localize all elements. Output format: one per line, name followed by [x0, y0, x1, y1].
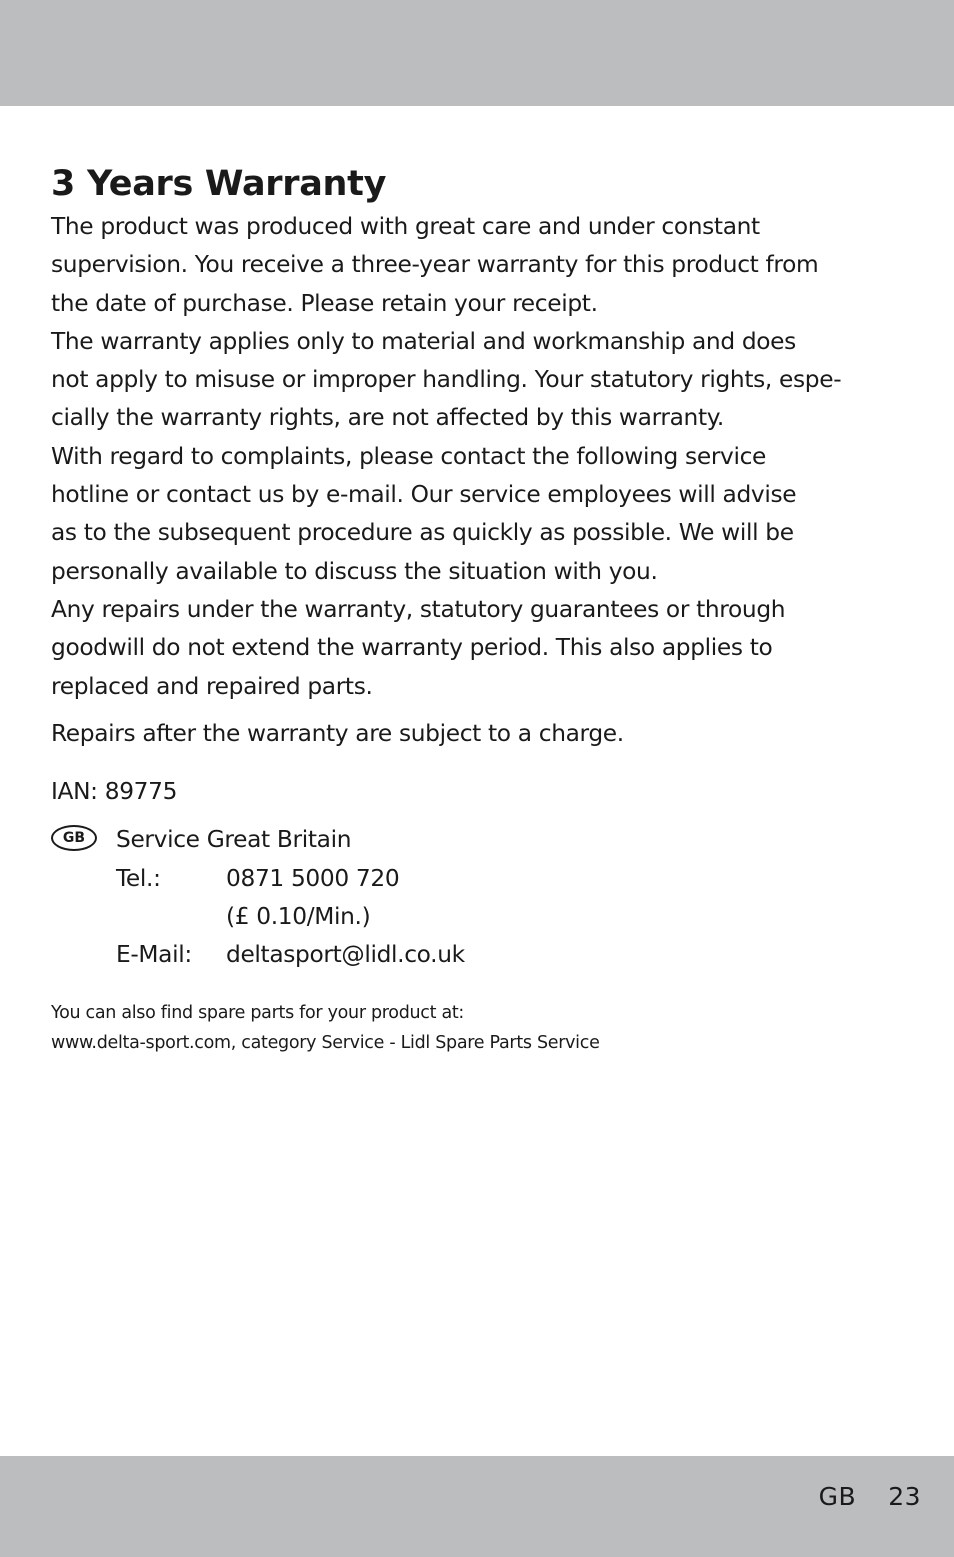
repairs-note: Repairs after the warranty are subject to a charge.	[51, 719, 624, 747]
page-footer	[819, 1482, 921, 1511]
text-line: The product was produced with great care and under constant	[51, 213, 760, 240]
service-contact	[51, 821, 911, 974]
spare-parts-link: www.delta-sport.com, category Service - Lidl Spare Parts Service	[51, 1032, 600, 1053]
text-line: replaced and repaired parts.	[51, 672, 373, 700]
service-details	[116, 821, 465, 974]
text-line: personally available to discuss the situation with you.	[51, 557, 658, 585]
email-label: E-Mail:	[116, 941, 192, 969]
ian-number: IAN: 89775	[51, 778, 178, 806]
spare-parts-note	[51, 998, 911, 1058]
rate-row	[116, 898, 465, 936]
call-rate: (£ 0.10/Min.)	[226, 903, 371, 931]
email-row	[116, 936, 465, 974]
page-number: 23	[888, 1482, 921, 1511]
tel-label: Tel.:	[116, 864, 161, 892]
paragraph-scope	[51, 323, 911, 438]
page-title: 3 Years Warranty	[51, 164, 387, 204]
email-address: deltasport@lidl.co.uk	[226, 941, 465, 969]
text-line: the date of purchase. Please retain your receipt.	[51, 289, 598, 317]
paragraph-intro	[51, 208, 911, 323]
text-line: as to the subsequent procedure as quickly as possible. We will be	[51, 519, 794, 547]
text-line: The warranty applies only to material and workmanship and does	[51, 327, 796, 355]
gb-country-icon: GB	[51, 825, 97, 851]
spare-parts-line: You can also find spare parts for your product at:	[51, 1002, 465, 1023]
header-band	[0, 0, 954, 106]
text-line: hotline or contact us by e-mail. Our service employees will advise	[51, 481, 797, 509]
footer-language: GB	[818, 1482, 857, 1511]
text-line: cially the warranty rights, are not affected by this warranty.	[51, 404, 724, 432]
tel-number: 0871 5000 720	[226, 864, 400, 892]
tel-row	[116, 860, 465, 898]
text-line: With regard to complaints, please contact the following service	[51, 442, 767, 470]
text-line: goodwill do not extend the warranty period. This also applies to	[51, 634, 773, 662]
paragraph-complaints	[51, 438, 911, 591]
page-content	[51, 160, 911, 1058]
footer-band	[0, 1456, 954, 1557]
text-line: Any repairs under the warranty, statutory guarantees or through	[51, 595, 786, 623]
paragraph-repairs	[51, 591, 911, 706]
text-line: supervision. You receive a three-year warranty for this product from	[51, 251, 819, 279]
text-line: not apply to misuse or improper handling. Your statutory rights, espe-	[51, 366, 842, 394]
service-title: Service Great Britain	[116, 826, 352, 854]
